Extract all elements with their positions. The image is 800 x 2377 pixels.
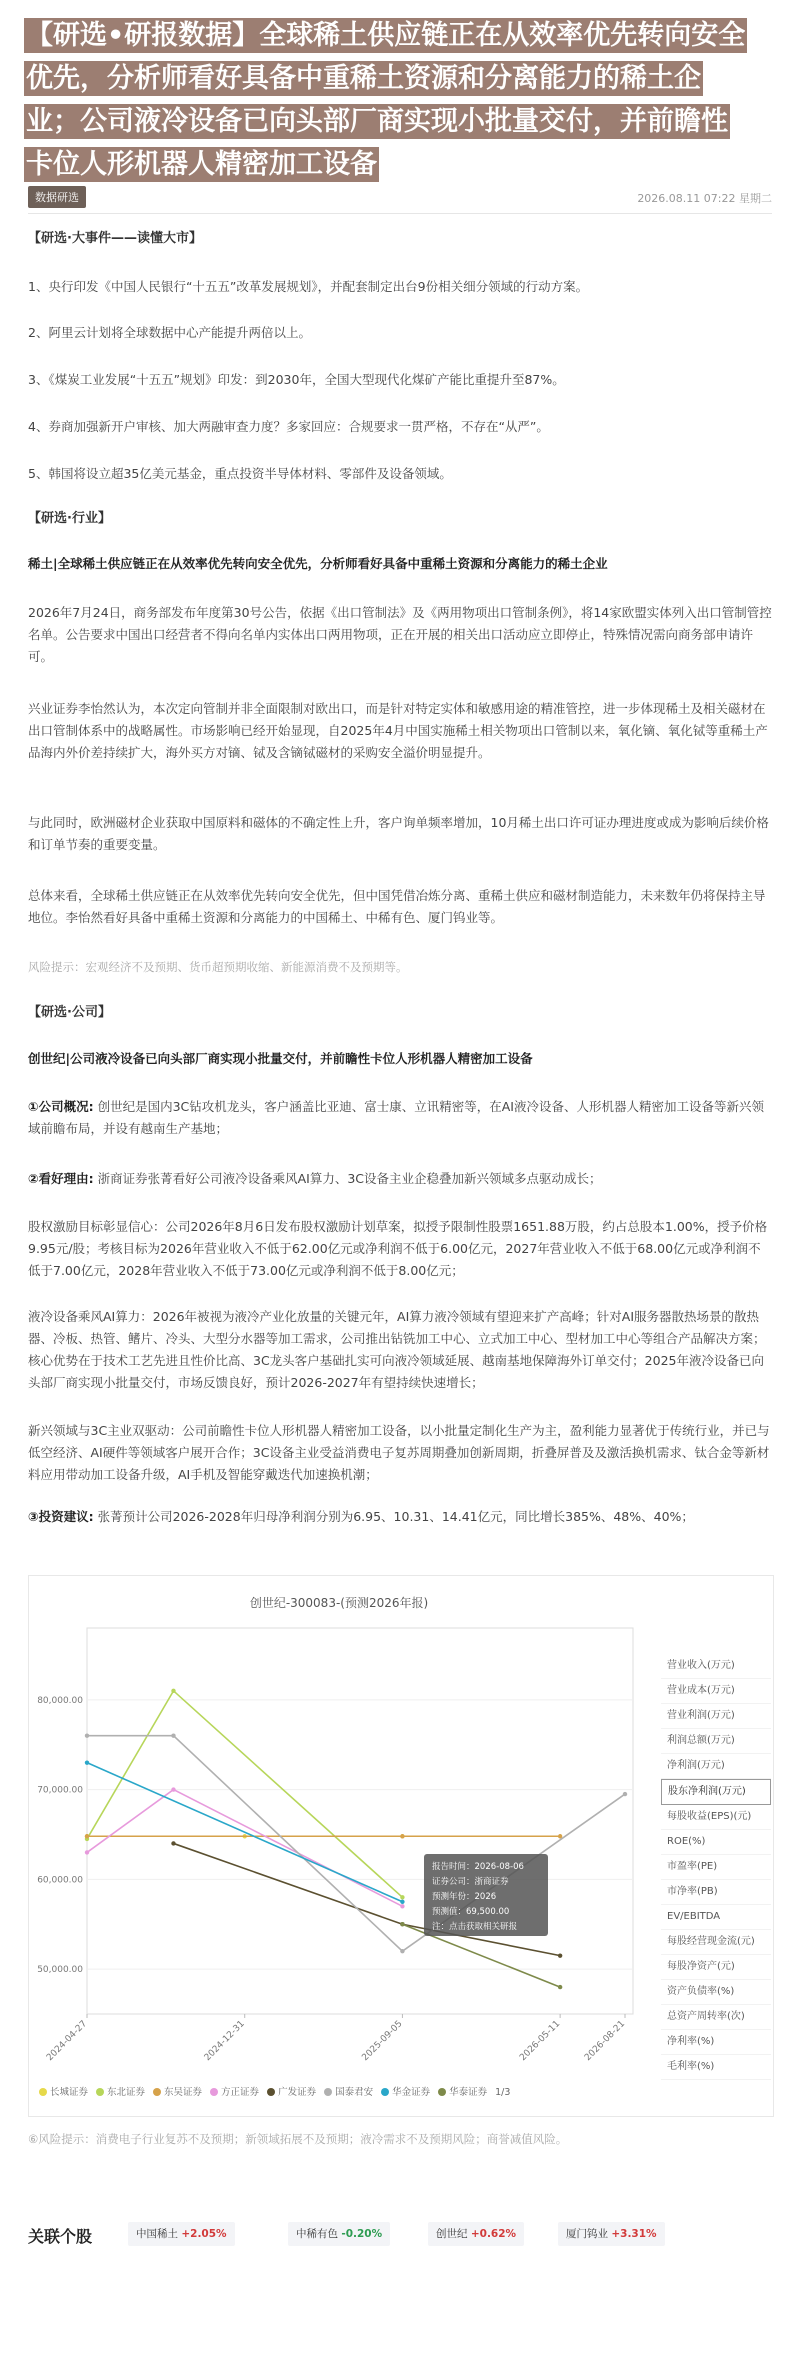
industry-risk-note: 风险提示：宏观经济不及预期、货币超预期收缩、新能源消费不及预期等。	[28, 960, 408, 974]
publish-date: 2026.08.11 07:22 星期二	[637, 192, 772, 205]
industry-subtitle: 稀土|全球稀土供应链正在从效率优先转向安全优先，分析师看好具备中重稀土资源和分离能力的稀土企业	[28, 556, 608, 571]
title-line: 业；公司液冷设备已向头部厂商实现小批量交付，并前瞻性	[26, 106, 728, 137]
legend-label: 东北证券	[107, 2087, 146, 2098]
metric-item[interactable]: 利润总额(万元)	[661, 1729, 771, 1754]
article-title	[24, 14, 776, 186]
series-point	[400, 1900, 404, 1904]
industry-heading: 【研选·行业】	[28, 511, 111, 526]
industry-paragraph: 兴业证券李怡然认为，本次定向管制并非全面限制对欧出口，而是针对特定实体和敏感用途的精准管控，进一步体现稀土及相关磁材在出口管制体系中的战略属性。市场影响已经开始显现，自2025年4月中国实施稀土相关物项出口管制以来，氧化镝、氧化铽等重稀土产品海内外价差持续扩大，海外买方对镝、铽及含镝铽磁材的采购安全溢价明显提升。	[28, 701, 768, 760]
events-heading: 【研选·大事件——读懂大市】	[28, 231, 202, 246]
x-tick-label: 2024-12-31	[202, 2019, 247, 2064]
series-line	[87, 1790, 402, 1907]
company-risk-note: ⑥风险提示：消费电子行业复苏不及预期；新领域拓展不及预期；液冷需求不及预期风险；商誉减值风险。	[28, 2132, 568, 2146]
legend-swatch	[324, 2088, 332, 2096]
metric-item[interactable]: 净利率(%)	[661, 2030, 771, 2055]
chart-title: 创世纪-300083-(预测2026年报)	[249, 1596, 429, 1610]
event-item: 5、韩国将设立超35亿美元基金，重点投资半导体材料、零部件及设备领域。	[28, 466, 452, 481]
forecast-chart[interactable]	[29, 1576, 659, 2076]
series-point	[85, 1834, 89, 1838]
metric-item[interactable]: 营业收入(万元)	[661, 1654, 771, 1679]
industry-paragraph: 2026年7月24日，商务部发布年度第30号公告，依据《出口管制法》及《两用物项出口管制条例》，将14家欧盟实体列入出口管制管控名单。公告要求中国出口经营者不得向名单内实体出口两用物项，正在开展的相关出口活动应立即停止，特殊情况需向商务部申请许可。	[28, 605, 772, 664]
x-tick-label: 2024-04-27	[45, 2019, 90, 2064]
legend-swatch	[96, 2088, 104, 2096]
series-point	[85, 1850, 89, 1854]
x-tick-label: 2026-08-21	[583, 2019, 628, 2064]
metric-item[interactable]: 资产负债率(%)	[661, 1980, 771, 2005]
y-tick-label: 80,000.00	[37, 1695, 83, 1706]
series-point	[400, 1895, 404, 1899]
legend-item[interactable]	[381, 2084, 430, 2098]
event-item: 4、券商加强新开户审核、加大两融审查力度？多家回应：合规要求一贯严格，不存在“从严”。	[28, 419, 549, 434]
related-label: 关联个股	[28, 2227, 93, 2246]
series-point	[623, 1792, 627, 1796]
company-overview: ①公司概况: 创世纪是国内3C钻攻机龙头，客户涵盖比亚迪、富士康、立讯精密等，在AI液冷设备、人形机器人精密加工设备等新兴领域前瞻布局，并设有越南生产基地；	[28, 1099, 764, 1136]
event-item: 2、阿里云计划将全球数据中心产能提升两倍以上。	[28, 325, 311, 340]
company-paragraph: 新兴领域与3C主业双驱动：公司前瞻性卡位人形机器人精密加工设备，以小批量定制化生产为主，盈利能力显著优于传统行业，并已与低空经济、AI硬件等领域客户展开合作；3C设备主业受益消费电子复苏周期叠加创新周期，折叠屏普及及激活换机需求、钛合金等新材料应用带动加工设备升级，AI手机及智能穿戴迭代加速换机潮；	[28, 1423, 770, 1482]
company-paragraph: 液冷设备乘风AI算力：2026年被视为液冷产业化放量的关键元年，AI算力液冷领域有望迎来扩产高峰；针对AI服务器散热场景的散热器、冷板、热管、鳍片、冷头、大型分水器等加工需求，公司推出钻铣加工中心、立式加工中心、型材加工中心等组合产品解决方案；核心优势在于技术工艺先进且性价比高、3C龙头客户基础扎实可向液冷领域延展、越南基地保障海外订单交付；2025年液冷设备已向头部厂商实现小批量交付，市场反馈良好，预计2026-2027年有望持续快速增长；	[28, 1309, 766, 1390]
tooltip-line: 证券公司：浙商证券	[432, 1877, 509, 1887]
company-heading: 【研选·公司】	[28, 1005, 111, 1020]
metric-item[interactable]: 营业成本(万元)	[661, 1679, 771, 1704]
series-point	[400, 1834, 404, 1838]
related-stocks	[28, 2218, 772, 2258]
plot-frame	[87, 1628, 633, 2014]
series-point	[171, 1689, 175, 1693]
series-point	[558, 1985, 562, 1989]
stock-chip[interactable]: 中稀有色 -0.20%	[288, 2222, 390, 2246]
series-point	[171, 1841, 175, 1845]
legend-item[interactable]	[210, 2084, 259, 2098]
legend-item[interactable]	[96, 2084, 145, 2098]
legend-swatch	[381, 2088, 389, 2096]
series-point	[85, 1734, 89, 1738]
event-item: 3、《煤炭工业发展“十五五”规划》印发：到2030年，全国大型现代化煤矿产能比重提升至87%。	[28, 372, 565, 387]
tooltip-line: 预测年份：2026	[432, 1892, 497, 1902]
series-point	[400, 1904, 404, 1908]
series-point	[85, 1760, 89, 1764]
metric-item[interactable]: 总资产周转率(次)	[661, 2005, 771, 2030]
series-point	[400, 1922, 404, 1926]
forecast-chart-panel	[28, 1575, 774, 2117]
y-tick-label: 60,000.00	[37, 1875, 83, 1886]
metric-item[interactable]: 每股收益(EPS)(元)	[661, 1805, 771, 1830]
series-line	[87, 1763, 402, 1902]
legend-swatch	[39, 2088, 47, 2096]
metric-item[interactable]: EV/EBITDA	[661, 1905, 771, 1930]
metric-item[interactable]: 市净率(PB)	[661, 1880, 771, 1905]
metric-item[interactable]: 股东净利润(万元)	[661, 1779, 771, 1805]
series-point	[558, 1953, 562, 1957]
legend-swatch	[438, 2088, 446, 2096]
tooltip-line: 报告时间：2026-08-06	[432, 1862, 524, 1872]
meta-row	[28, 186, 772, 208]
stock-chip[interactable]: 创世纪 +0.62%	[428, 2222, 524, 2246]
legend-pager[interactable]: 1/3	[495, 2087, 511, 2098]
legend-label: 方正证券	[221, 2087, 260, 2098]
metric-list	[661, 1654, 771, 2080]
x-tick-label: 2026-05-11	[518, 2019, 563, 2064]
metric-item[interactable]: 每股经营现金流(元)	[661, 1930, 771, 1955]
legend-label: 华金证券	[392, 2087, 431, 2098]
stock-chip[interactable]: 厦门钨业 +3.31%	[558, 2222, 665, 2246]
legend-item[interactable]	[153, 2084, 202, 2098]
event-item: 1、央行印发《中国人民银行“十五五”改革发展规划》，并配套制定出台9份相关细分领域的行动方案。	[28, 279, 589, 294]
divider	[28, 213, 772, 214]
legend-swatch	[210, 2088, 218, 2096]
series-line	[87, 1691, 402, 1897]
legend-label: 国泰君安	[335, 2087, 374, 2098]
tooltip-line: 预测值：69,500.00	[432, 1907, 510, 1917]
legend-item[interactable]	[267, 2084, 316, 2098]
y-tick-label: 70,000.00	[37, 1785, 83, 1796]
title-line: 优先，分析师看好具备中重稀土资源和分离能力的稀土企	[26, 63, 701, 94]
legend-label: 广发证券	[278, 2087, 317, 2098]
metric-item[interactable]: 每股净资产(元)	[661, 1955, 771, 1980]
industry-paragraph: 与此同时，欧洲磁材企业获取中国原料和磁体的不确定性上升，客户询单频率增加，10月稀土出口许可证办理进度或成为影响后续价格和订单节奏的重要变量。	[28, 815, 769, 852]
series-point	[400, 1949, 404, 1953]
metric-item[interactable]: 毛利率(%)	[661, 2055, 771, 2080]
x-tick-label: 2025-09-05	[360, 2019, 405, 2064]
legend-swatch	[153, 2088, 161, 2096]
legend-label: 东吴证券	[164, 2087, 203, 2098]
title-line: 卡位人形机器人精密加工设备	[26, 149, 377, 180]
legend-item[interactable]	[39, 2084, 88, 2098]
stock-chip[interactable]: 中国稀土 +2.05%	[128, 2222, 235, 2246]
metric-item[interactable]: ROE(%)	[661, 1830, 771, 1855]
company-highlight: ②看好理由: 浙商证券张菁看好公司液冷设备乘风AI算力、3C设备主业企稳叠加新兴领域多点驱动成长；	[28, 1171, 602, 1186]
tooltip-line: 注：点击获取相关研报	[432, 1922, 518, 1932]
legend-label: 华泰证券	[449, 2087, 488, 2098]
legend-swatch	[267, 2088, 275, 2096]
legend-item[interactable]	[324, 2084, 373, 2098]
category-tag[interactable]: 数据研选	[28, 186, 86, 208]
company-paragraph: 股权激励目标彰显信心：公司2026年8月6日发布股权激励计划草案，拟授予限制性股票1651.88万股，约占总股本1.00%，授予价格9.95元/股；考核目标为2026年营业收入不低于62.00亿元或净利润不低于6.00亿元，2027年营业收入不低于68.00亿元或净利润不低于7.00亿元，2028年营业收入不低于73.00亿元或净利润不低于8.00亿元；	[28, 1219, 768, 1278]
legend-label: 长城证券	[50, 2087, 89, 2098]
metric-item[interactable]: 净利润(万元)	[661, 1754, 771, 1779]
industry-paragraph: 总体来看，全球稀土供应链正在从效率优先转向安全优先，但中国凭借冶炼分离、重稀土供应和磁材制造能力，未来数年仍将保持主导地位。李怡然看好具备中重稀土资源和分离能力的中国稀土、中稀有色、厦门钨业等。	[28, 888, 766, 925]
company-forecast: ③投资建议: 张菁预计公司2026-2028年归母净利润分别为6.95、10.31、14.41亿元，同比增长385%、48%、40%；	[28, 1509, 694, 1524]
chart-legend	[39, 2084, 659, 2102]
metric-item[interactable]: 市盈率(PE)	[661, 1855, 771, 1880]
title-line: 【研选•研报数据】全球稀土供应链正在从效率优先转向安全	[26, 20, 746, 51]
legend-item[interactable]	[438, 2084, 487, 2098]
company-subtitle: 创世纪|公司液冷设备已向头部厂商实现小批量交付，并前瞻性卡位人形机器人精密加工设备	[28, 1051, 533, 1066]
series-point	[171, 1734, 175, 1738]
y-tick-label: 50,000.00	[37, 1965, 83, 1976]
series-point	[171, 1787, 175, 1791]
metric-item[interactable]: 营业利润(万元)	[661, 1704, 771, 1729]
